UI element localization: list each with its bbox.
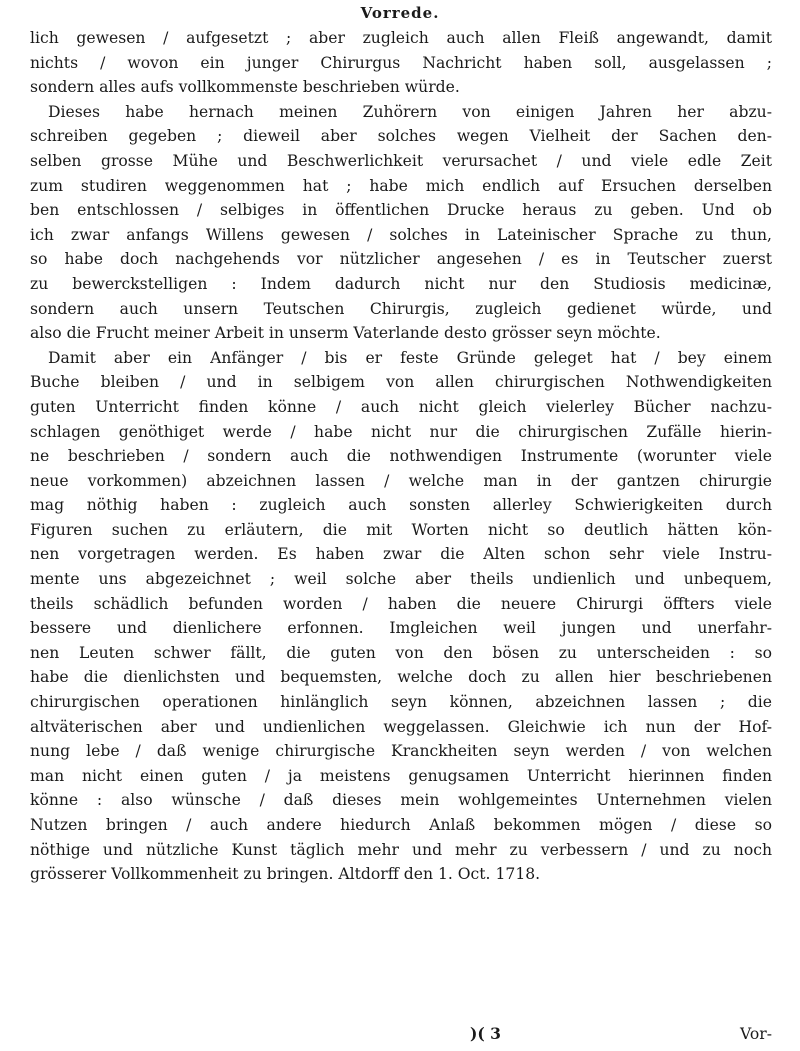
text-line: ne beschrieben / sondern auch die nothwendigen Instrumente (worunter viele xyxy=(30,447,772,466)
catchword: Vor- xyxy=(740,1025,772,1043)
text-line: zu bewerckstelligen : Indem dadurch nicht nur den Studiosis medicinæ, xyxy=(30,274,772,293)
text-line: nichts / wovon ein junger Chirurgus Nachricht haben soll, ausgelassen ; xyxy=(30,53,772,72)
text-line: so habe doch nachgehends vor nützlicher angesehen / es in Teutscher zuerst xyxy=(30,250,772,269)
running-head: Vorrede. xyxy=(360,4,440,22)
text-line: habe die dienlichsten und bequemsten, welche doch zu allen hier beschriebenen xyxy=(30,668,772,687)
text-line: Dieses habe hernach meinen Zuhörern von einigen Jahren her abzu- xyxy=(48,102,772,121)
text-line: nung lebe / daß wenige chirurgische Kranckheiten seyn werden / von welchen xyxy=(30,742,772,761)
text-line: nöthige und nützliche Kunst täglich mehr und mehr zu verbessern / und zu noch xyxy=(30,840,772,859)
text-line: man nicht einen guten / ja meistens genugsamen Unterricht hierinnen finden xyxy=(30,766,772,785)
signature-mark: )( 3 xyxy=(470,1024,502,1043)
text-line: grösserer Vollkommenheit zu bringen. Altdorff den 1. Oct. 1718. xyxy=(30,865,541,884)
text-line: also die Frucht meiner Arbeit in unserm Vaterlande desto grösser seyn möchte. xyxy=(30,324,661,343)
text-line: schreiben gegeben ; dieweil aber solches wegen Vielheit der Sachen den- xyxy=(30,127,772,146)
text-line: selben grosse Mühe und Beschwerlichkeit verursachet / und viele edle Zeit xyxy=(30,151,772,170)
text-line: Nutzen bringen / auch andere hiedurch Anlaß bekommen mögen / diese so xyxy=(30,816,772,834)
text-line: sondern alles aufs vollkommenste beschrieben würde. xyxy=(30,78,460,97)
text-line: ben entschlossen / selbiges in öffentlichen Drucke heraus zu geben. Und ob xyxy=(30,201,772,220)
text-line: neue vorkommen) abzeichnen lassen / welche man in der gantzen chirurgie xyxy=(30,471,772,490)
text-line: mag nöthig haben : zugleich auch sonsten allerley Schwierigkeiten durch xyxy=(30,496,772,515)
text-line: sondern auch unsern Teutschen Chirurgis, zugleich gedienet würde, und xyxy=(30,299,772,318)
text-line: Buche bleiben / und in selbigem von allen chirurgischen Nothwendigkeiten xyxy=(30,373,772,392)
text-line: ich zwar anfangs Willens gewesen / solches in Lateinischer Sprache zu thun, xyxy=(30,225,772,244)
text-line: zum studiren weggenommen hat ; habe mich endlich auf Ersuchen derselben xyxy=(30,176,772,195)
text-line: nen Leuten schwer fällt, die guten von den bösen zu unterscheiden : so xyxy=(30,643,772,662)
preface-text xyxy=(30,26,772,887)
text-line: nen vorgetragen werden. Es haben zwar die Alten schon sehr viele Instru- xyxy=(30,545,772,564)
text-line: bessere und dienlichere erfonnen. Imgleichen weil jungen und unerfahr- xyxy=(30,619,772,638)
text-line: schlagen genöthiget werde / habe nicht nur die chirurgischen Zufälle hierin- xyxy=(30,422,772,441)
text-line: guten Unterricht finden könne / auch nicht gleich vielerley Bücher nachzu- xyxy=(30,397,772,416)
text-line: Figuren suchen zu erläutern, die mit Worten nicht so deutlich hätten kön- xyxy=(30,520,772,539)
text-line: lich gewesen / aufgesetzt ; aber zugleich auch allen Fleiß angewandt, damit xyxy=(30,29,772,47)
page-footer xyxy=(30,1024,772,1043)
text-line: mente uns abgezeichnet ; weil solche aber theils undienlich und unbequem, xyxy=(30,570,772,589)
text-line: altväterischen aber und undienlichen weggelassen. Gleichwie ich nun der Hof- xyxy=(30,717,772,736)
text-line: könne : also wünsche / daß dieses mein wohlgemeintes Unternehmen vielen xyxy=(30,791,772,810)
text-line: theils schädlich befunden worden / haben die neuere Chirurgi öffters viele xyxy=(30,594,772,613)
text-line: Damit aber ein Anfänger / bis er feste Gründe geleget hat / bey einem xyxy=(48,348,772,367)
text-line: chirurgischen operationen hinlänglich seyn können, abzeichnen lassen ; die xyxy=(30,693,772,712)
